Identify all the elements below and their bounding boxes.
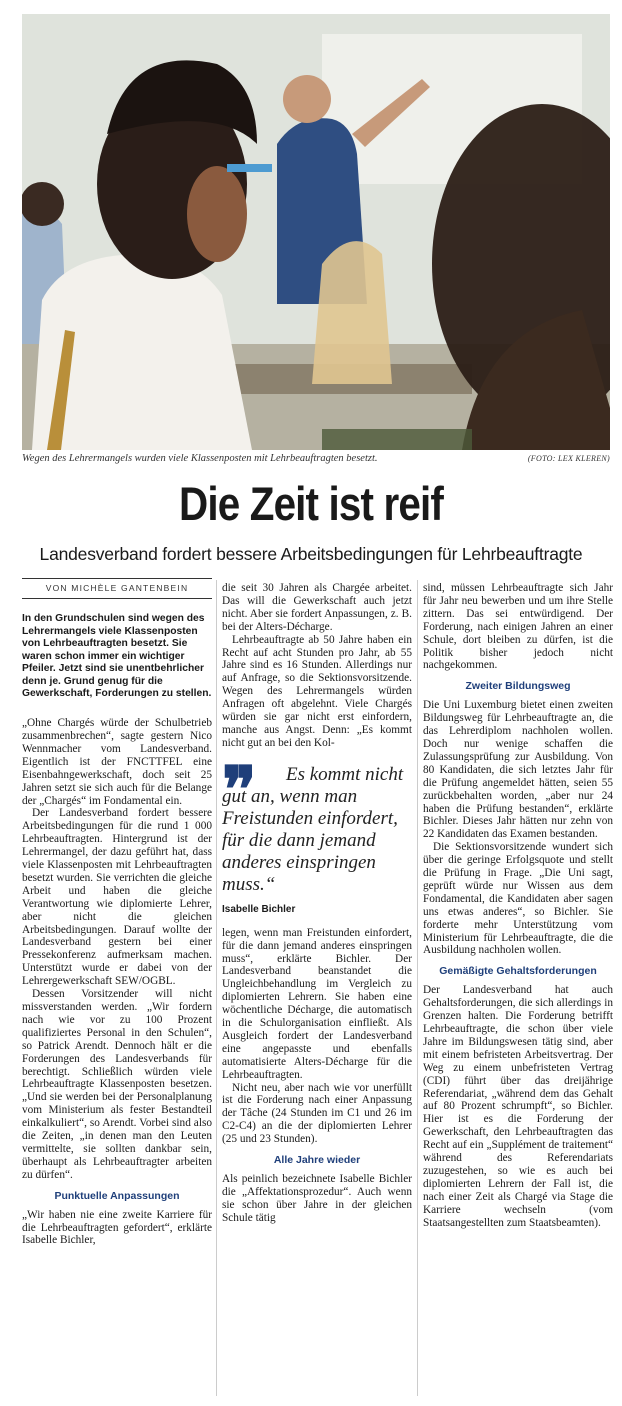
- quote-author: Isabelle Bichler: [222, 903, 296, 915]
- quote-mark-icon: ❞: [222, 753, 251, 826]
- paragraph: Nicht neu, aber nach wie vor unerfüllt ist die Forderung nach einer Anpassung der Tâche (24 Stunden im C1 und 26 im C2-C4) an die der diplomierten Lehrer (25 und 23 Stunden).: [222, 1081, 412, 1146]
- byline: VON MICHÈLE GANTENBEIN: [22, 578, 212, 599]
- paragraph: die seit 30 Jahren als Chargée arbeitet. Das will die Gewerkschaft auch jetzt nicht. Aber sie fordert Anpassungen, z. B. bei der Alters-Décharge.: [222, 582, 412, 633]
- paragraph: Der Landesverband hat auch Gehaltsforderungen, die sich allerdings in Grenzen halten. Die Forderung betrifft Lehrbeauftragte, die schon über viele Jahre im Bildungswesen tätig sind, aber mit einem befristeten Arbeitsvertrag. Der Weg zu einem unbefristeten Vertrag (CDI) führt über das dreijährige Referendariat, „während dem das Gehalt auf 80 Prozent schrumpft“, so Bichler. Hier ist es die Forderung der Gewerkschaft, den Lehrbeauftragten das Recht auf ein „Supplément de traitement“ während des Referendariats zuzugestehen, so wie es auch bei diplomierten Lehrern der Fall ist, die nach einer Zeit als Chargé via Stage die Karriere wechseln (vom Staatsangestellten zum Staatsbeamten).: [423, 984, 613, 1229]
- section-heading: Alle Jahre wieder: [273, 1154, 361, 1167]
- subheadline: Landesverband fordert bessere Arbeitsbedingungen für Lehrbeauftragte: [39, 544, 583, 564]
- column-divider: [417, 580, 418, 1396]
- photo-credit: (FOTO: LEX KLEREN): [527, 454, 610, 463]
- quote-text: Es kommt nicht gut an, wenn man Freistunden einfordert, für die dann jemand anderes einspringen muss.“: [222, 763, 404, 895]
- column-3: [423, 582, 613, 1230]
- paragraph: „Wir haben nie eine zweite Karriere für die Lehrbeauftragten gefordert“, erklärte Isabelle Bichler,: [22, 1208, 212, 1247]
- section-heading: Zweiter Bildungsweg: [465, 680, 571, 693]
- pull-quote: [222, 753, 412, 917]
- paragraph: Lehrbeauftragte ab 50 Jahre haben ein Recht auf acht Stunden pro Jahr, ab 55 Jahre sind es 16 Stunden. Allerdings nur auf Anfrage, so die Sektionsvorsitzende. Wegen des Lehrermangels würden Anfragen oft abgelehnt. Viele Chargés würden sie gar nicht erst einfordern, manche aus Angst. Denn: „Es kommt nicht gut an bei den Kol-: [222, 633, 412, 749]
- classroom-photo: [22, 14, 610, 450]
- paragraph: „Ohne Chargés würde der Schulbetrieb zusammenbrechen“, sagte gestern Nico Wennmacher vom Landesverband. Eigentlich ist der FNCTTFEL eine Eisenbahngewerkschaft, doch seit 25 Jahren setzt sie sich auch für die Belange der „Chargés“ im Fondamental ein.: [22, 717, 212, 807]
- paragraph: Als peinlich bezeichnete Isabelle Bichler die „Affektationsprozedur“. Auch wenn sie schon über Jahre in der gleichen Schule tätig: [222, 1173, 412, 1224]
- section-heading: Gemäßigte Gehaltsforderungen: [439, 965, 597, 978]
- column-2: [222, 582, 412, 1225]
- column-divider: [216, 580, 217, 1396]
- caption-text: Wegen des Lehrermangels wurden viele Klassenposten mit Lehrbeauftragten besetzt.: [22, 453, 378, 464]
- paragraph: legen, wenn man Freistunden einfordert, für die dann jemand anderes einspringen muss“, erklärte Bichler. Der Landesverband beanstandet die Ungleichbehandlung im Vergleich zu diplomierten Lehrern. Sie haben eine wöchentliche Décharge, die automatisch in die Schulorganisation einfließt. Als Ausgleich fordert der Landesverband eine angepasste und ebenfalls automatisierte Alters-Décharge für die Lehrbeauftragten.: [222, 926, 412, 1081]
- paragraph: Dessen Vorsitzender will nicht missverstanden werden. „Wir fordern nach wie vor zu 100 Prozent qualifiziertes Personal in den Schulen“, so Patrick Arendt. Dennoch hält er die Forderungen des Landesverbands für berechtigt. Schließlich würden viele Lehrbeauftragte Klassenposten besetzen. „Und sie werden bei der Personalplanung vom Ministerium als fester Bestandteil einkalkuliert“, so Arendt. Vorbei sind also die Zeiten, „in denen man den Leuten vermittelte, sie sollten dankbar sein, überhaupt als Lehrbeauftragter arbeiten zu dürfen“.: [22, 988, 212, 1181]
- photo-caption: [22, 453, 610, 464]
- headline: Die Zeit ist reif: [179, 477, 443, 530]
- paragraph: Der Landesverband fordert bessere Arbeitsbedingungen für die rund 1 000 Lehrbeauftragten. Hintergrund ist der Lehrermangel, der dazu geführt hat, dass viele Klassenposten mit Lehrbeauftragten besetzt wurden. Sie verrichten die gleiche Arbeit und haben die gleiche Verantwortung wie diplomierte Lehrer, aber nicht die gleichen Arbeitsbedingungen. Darauf wollte der Landesverband gestern bei einer Pressekonferenz aufmerksam machen. Unterstützt wurde er dabei von der Lehrergewerkschaft SEW/OGBL.: [22, 807, 212, 988]
- paragraph: sind, müssen Lehrbeauftragte sich Jahr für Jahr neu bewerben und um ihre Stelle zittern. Das sei entwürdigend. Der Forderung, nach einigen Jahren an einer Schule, dort bleiben zu dürfen, ist die Politik bisher jedoch nicht nachgekommen.: [423, 582, 613, 672]
- column-1: [22, 578, 212, 1247]
- lead-paragraph: In den Grundschulen sind wegen des Lehrermangels viele Klassenposten von Lehrbeauftragten besetzt. Sie waren schon immer ein wichtiger Pfeiler. Jetzt sind sie unentbehrlicher denn je. Grund genug für die Gewerkschaft, Forderungen zu stellen.: [22, 612, 212, 700]
- paragraph: Die Sektionsvorsitzende wundert sich über die geringe Erfolgsquote und stellt die Prüfung in Frage. „Die Uni sagt, geprüft würde nur Wissen aus dem Fondamental, die Kandidaten aber sagen uns etwas anderes“, so Bichler. Sie forderte mehr Unterstützung vom Ministerium für Lehrbeauftragte, die die Ausbildung nachholen wollen.: [423, 841, 613, 957]
- paragraph: Die Uni Luxemburg bietet einen zweiten Bildungsweg für Lehrbeauftragte an, die das Lehrerdiplom nachholen wollen. Doch nur wenige schaffen die Zulassungsprüfung zur Ausbildung. Von 80 Kandidaten, die sich letztes Jahr für die Prüfung angemeldet hätten, seien 55 zurückbehalten worden, „aber nur 24 haben die Prüfung bestanden“, erklärte Bichler. Dieses Jahr hätten nur zehn von 22 Kandidaten das Examen bestanden.: [423, 699, 613, 841]
- article-photo: [22, 14, 610, 450]
- section-heading: Punktuelle Anpassungen: [54, 1189, 180, 1202]
